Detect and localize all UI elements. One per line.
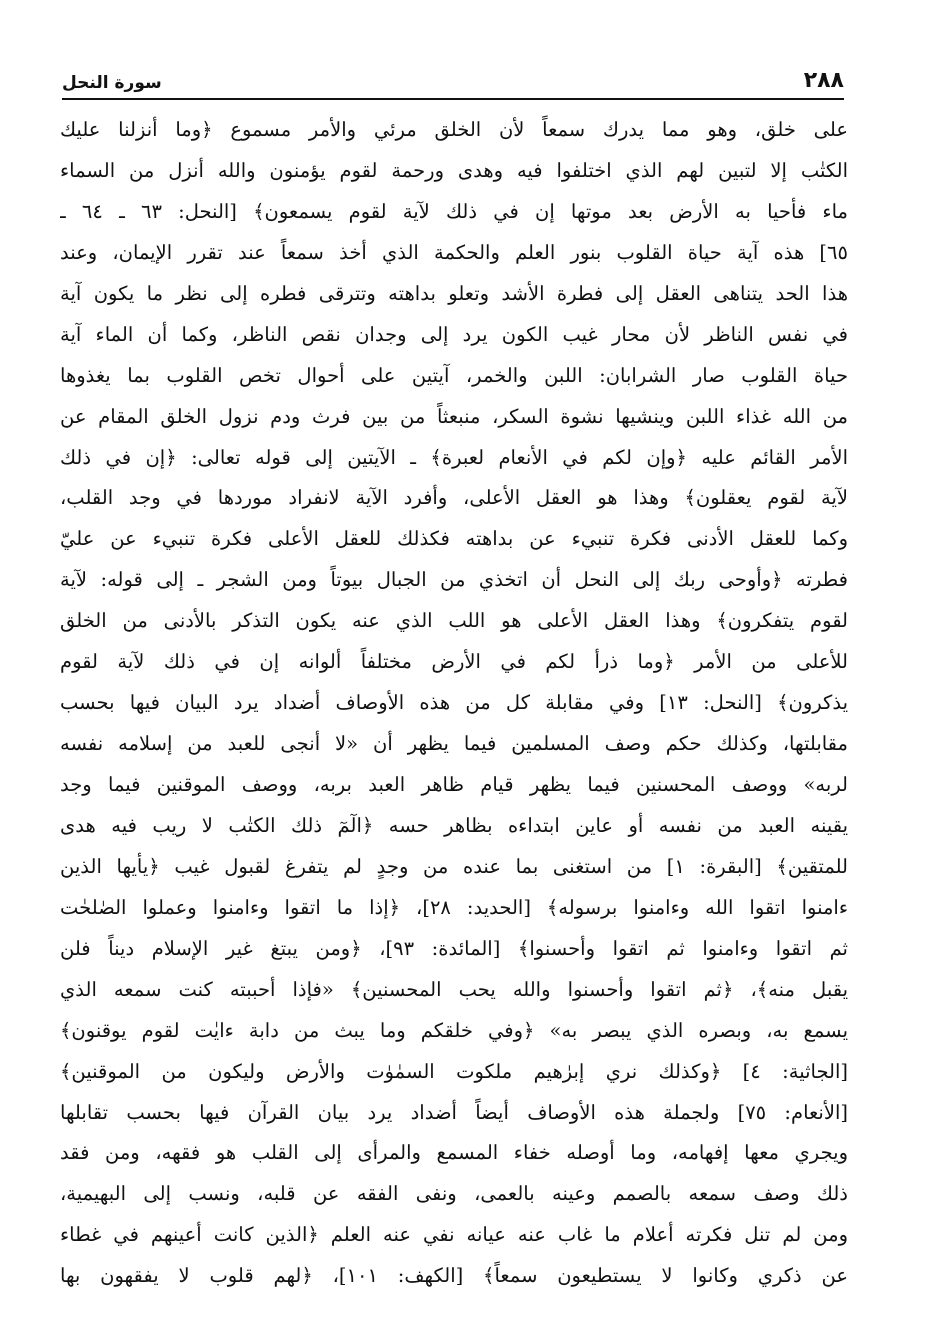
page-body-text — [60, 110, 848, 1307]
text-line: ٦٥] هذه آية حياة القلوب بنور العلم والحكمة الذي أخذ سمعاً عند تقرر الإيمان، وعند — [60, 240, 848, 264]
page-header — [62, 58, 844, 92]
text-line: وكما للعقل الأدنى فكرة تنبيء عن بداهته فكذلك للعقل الأعلى فكرة تنبيء عن عليّ — [60, 527, 848, 551]
text-line: يذكرون﴾ [النحل: ١٣] وفي مقابلة كل من هذه الأوصاف أضداد يرد البيان فيها بحسب — [60, 691, 848, 715]
text-line: ثم اتقوا وءامنوا ثم اتقوا وأحسنوا﴾ [المائدة: ٩٣]، ﴿ومن يبتغ غير الإسلام ديناً فلن — [60, 936, 848, 960]
text-line: [الجاثية: ٤] ﴿وكذلك نري إبرٰهيم ملكوت السمٰوٰت والأرض وليكون من الموقنين﴾ — [60, 1059, 848, 1083]
text-line: ءامنوا اتقوا الله وءامنوا برسوله﴾ [الحديد: ٢٨]، ﴿إذا ما اتقوا وءامنوا وعملوا الصٰلحٰت — [60, 895, 848, 919]
text-line: يسمع به، وبصره الذي يبصر به» ﴿وفي خلقكم وما يبث من دابة ءايٰت لقوم يوقنون﴾ — [60, 1018, 848, 1042]
text-line: هذا الحد يتناهى العقل إلى فطرة الأشد وتعلو بداهته وتترقى فطره إلى نظر ما يكون آية — [60, 281, 848, 305]
text-line: عن ذكري وكانوا لا يستطيعون سمعاً﴾ [الكهف: ١٠١]، ﴿لهم قلوب لا يفقهون بها — [60, 1264, 848, 1288]
text-line: في نفس الناظر لأن محار غيب الكون يرد إلى وجدان نقص الناظر، وكما أن الماء آية — [60, 322, 848, 346]
text-line: يقينه العبد من نفسه أو عاين ابتداءه بظاهر حسه ﴿الٓمٓ ذلك الكتٰب لا ريب فيه هدى — [60, 813, 848, 837]
text-line: من الله غذاء اللبن وينشيها نشوة السكر، منبعثاً من بين فرث ودم نزول الخلق المقام عن — [60, 404, 848, 428]
running-title: سورة النحل — [62, 73, 162, 93]
text-line: الكتٰب إلا لتبين لهم الذي اختلفوا فيه وهدى ورحمة لقوم يؤمنون والله أنزل من السماء — [60, 158, 848, 182]
text-line: لقوم يتفكرون﴾ وهذا العقل الأعلى هو اللب الذي عنه يكون التذكر بالأدنى من الخلق — [60, 609, 848, 633]
text-line: الأمر القائم عليه ﴿وإن لكم في الأنعام لعبرة﴾ ـ الآيتين إلى قوله تعالى: ﴿إن في ذلك — [60, 445, 848, 469]
page-number: ٢٨٨ — [803, 68, 844, 93]
text-line: للمتقين﴾ [البقرة: ١] من استغنى بما عنده من وجدٍ لم يتفرغ لقبول غيب ﴿يأيها الذين — [60, 854, 848, 878]
text-line: ماء فأحيا به الأرض بعد موتها إن في ذلك لآية لقوم يسمعون﴾ [النحل: ٦٣ ـ ٦٤ ـ — [60, 199, 848, 223]
header-divider — [62, 98, 844, 100]
text-line: مقابلتها، وكذلك حكم وصف المسلمين فيما يظهر أن «لا أنجى للعبد من إسلامه نفسه — [60, 732, 848, 756]
text-line: [الأنعام: ٧٥] ولجملة هذه الأوصاف أيضاً أضداد يرد بيان القرآن فيها بحسب تقابلها — [60, 1100, 848, 1124]
text-line: حياة القلوب صار الشرابان: اللبن والخمر، آيتين على أحوال تخص القلوب بما يغذوها — [60, 363, 848, 387]
text-line: ومن لم تنل فكرته أعلام ما غاب عنه عيانه نفي عنه العلم ﴿الذين كانت أعينهم في غطاء — [60, 1223, 848, 1247]
text-line: فطرته ﴿وأوحى ربك إلى النحل أن اتخذي من الجبال بيوتاً ومن الشجر ـ إلى قوله: لآية — [60, 568, 848, 592]
text-line: للأعلى من الأمر ﴿وما ذرأ لكم في الأرض مختلفاً ألوانه إن في ذلك لآية لقوم — [60, 650, 848, 674]
text-line: يقبل منه﴾، ﴿ثم اتقوا وأحسنوا والله يحب المحسنين﴾ «فإذا أحببته كنت سمعه الذي — [60, 977, 848, 1001]
text-line: ويجري معها إفهامه، وما أوصله خفاء المسمع والمرأى إلى القلب هو فقهه، ومن فقد — [60, 1141, 848, 1165]
text-line: على خلق، وهو مما يدرك سمعاً لأن الخلق مرئي والأمر مسموع ﴿وما أنزلنا عليك — [60, 118, 848, 141]
text-line: لآية لقوم يعقلون﴾ وهذا هو العقل الأعلى، وأفرد الآية لانفراد موردها في وجد القلب، — [60, 486, 848, 510]
text-line: ذلك وصف سمعه بالصمم وعينه بالعمى، ونفى الفقه عن قلبه، ونسب إلى البهيمية، — [60, 1182, 848, 1206]
text-line: لربه» ووصف المحسنين فيما يظهر قيام ظاهر العبد بربه، ووصف الموقنين فيما وجد — [60, 773, 848, 796]
